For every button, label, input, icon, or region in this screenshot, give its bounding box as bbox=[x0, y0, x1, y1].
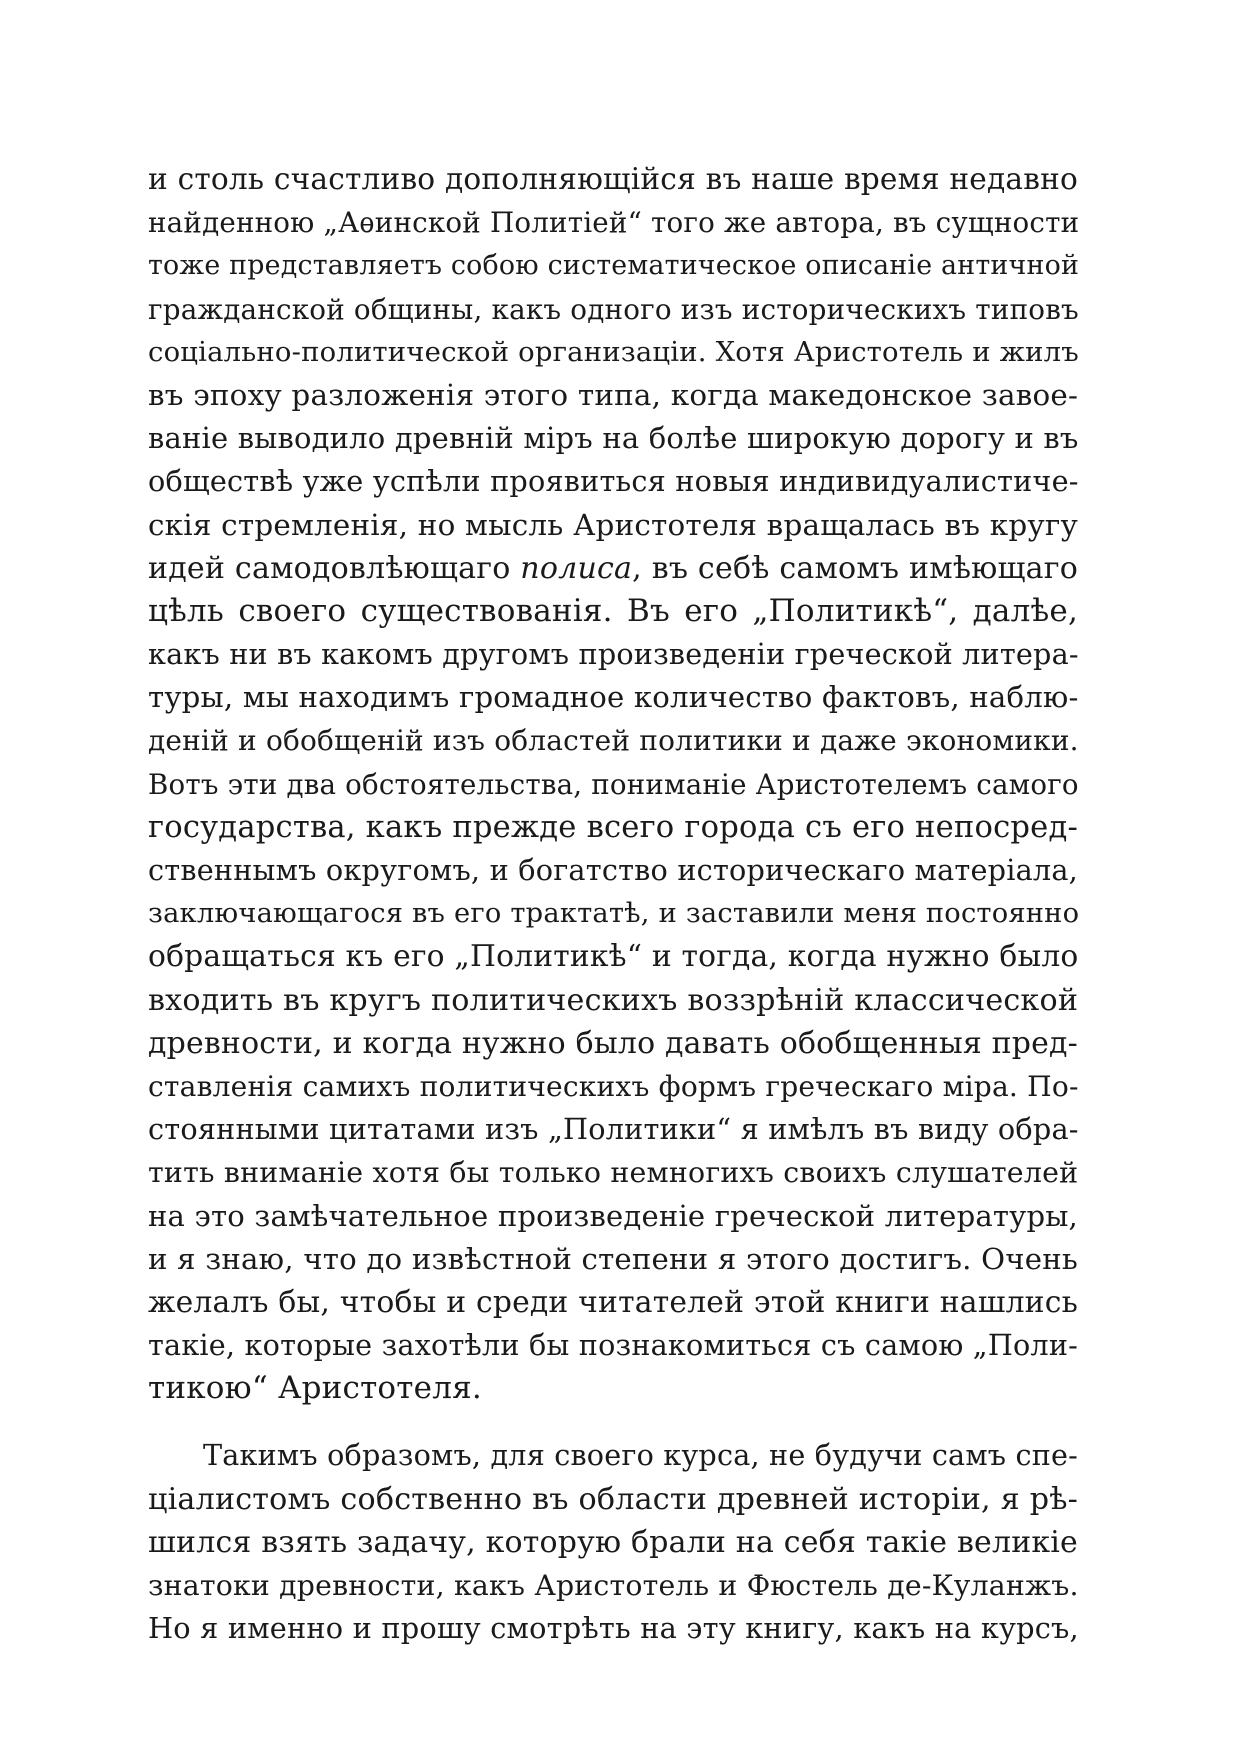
text-line: древности, и когда нужно было давать обобщенныя пред- bbox=[148, 1025, 1078, 1061]
text-line: такіе, которые захотѣли бы познакомиться съ самою „Поли- bbox=[148, 1328, 1078, 1363]
text-line: въ эпоху разложенія этого типа, когда македонское завое- bbox=[148, 377, 1079, 412]
paragraph-2 bbox=[148, 1434, 1078, 1650]
italic-term: полиса bbox=[520, 550, 633, 586]
text-line: тоже представляетъ собою систематическое описаніе античной bbox=[148, 250, 1080, 282]
text-line: входить въ кругъ политическихъ воззрѣній классической bbox=[148, 982, 1079, 1018]
text-line: Такимъ образомъ, для своего курса, не будучи самъ спе- bbox=[203, 1438, 1079, 1473]
text-line: обществѣ уже успѣли проявиться новыя индивидуалистиче- bbox=[148, 464, 1079, 499]
text-line bbox=[148, 547, 1078, 590]
text-line: обращаться къ его „Политикѣ“ и тогда, когда нужно было bbox=[148, 939, 1079, 975]
text-line: тикою“ Аристотеля. bbox=[148, 1370, 482, 1407]
text-line: соціально-политической организаціи. Хотя Аристотель и жилъ bbox=[148, 336, 1079, 368]
text-line: на это замѣчательное произведеніе греческой литературы, bbox=[148, 1198, 1078, 1233]
text-line: и я знаю, что до извѣстной степени я этого достигъ. Очень bbox=[148, 1241, 1078, 1276]
paragraph-1 bbox=[148, 158, 1078, 1410]
text-line: Вотъ эти два обстоятельства, пониманіе Аристотелемъ самого bbox=[148, 767, 1079, 801]
text-line: гражданской общины, какъ одного изъ историческихъ типовъ bbox=[148, 292, 1079, 326]
text-line: стоянными цитатами изъ „Политики“ я имѣлъ въ виду обра- bbox=[148, 1112, 1079, 1147]
body-text bbox=[148, 158, 1078, 1650]
text-line: Но я именно и прошу смотрѣть на эту книгу, какъ на курсъ, bbox=[148, 1611, 1079, 1646]
text-line: скія стремленія, но мысль Аристотеля вращалась въ кругу bbox=[148, 507, 1078, 542]
text-line: ціалистомъ собственно въ области древней исторіи, я рѣ- bbox=[148, 1481, 1078, 1517]
text-line: заключающагося въ его трактатѣ, и заставили меня постоянно bbox=[148, 898, 1080, 930]
paragraph-gap bbox=[148, 1410, 1078, 1434]
text-line: деній и обобщеній изъ областей политики и даже экономики. bbox=[148, 724, 1079, 758]
text-line: тить вниманіе хотя бы только немногихъ своихъ слушателей bbox=[148, 1156, 1079, 1190]
text-line: туры, мы находимъ громадное количество фактовъ, наблю- bbox=[148, 680, 1079, 715]
text-line: ственнымъ округомъ, и богатство историческаго матеріала, bbox=[148, 853, 1078, 887]
text-line: ставленія самихъ политическихъ формъ греческаго міра. По- bbox=[148, 1069, 1079, 1103]
text-line: какъ ни въ какомъ другомъ произведеніи греческой литера- bbox=[148, 637, 1079, 672]
text-line: и столь счастливо дополняющійся въ наше время недавно bbox=[148, 162, 1078, 196]
text-fragment: , въ себѣ самомъ имѣющаго bbox=[632, 550, 1078, 586]
text-line: цѣль своего существованія. Въ его „Политикѣ“, далѣе, bbox=[148, 592, 1078, 629]
text-line: государства, какъ прежде всего города съ его непосред- bbox=[148, 809, 1078, 845]
text-line: ваніе выводило древній міръ на болѣе широкую дорогу и въ bbox=[148, 421, 1079, 456]
text-line: найденною „Аѳинской Политіей“ того же автора, въ сущности bbox=[148, 206, 1080, 240]
text-line: шился взять задачу, которую брали на себя такіе великіе bbox=[148, 1524, 1078, 1560]
text-line: знатоки древности, какъ Аристотель и Фюстель де-Куланжъ. bbox=[148, 1569, 1079, 1602]
text-line: желалъ бы, чтобы и среди читателей этой книги нашлись bbox=[148, 1284, 1078, 1320]
text-fragment: идей самодовлѣющаго bbox=[148, 550, 521, 586]
